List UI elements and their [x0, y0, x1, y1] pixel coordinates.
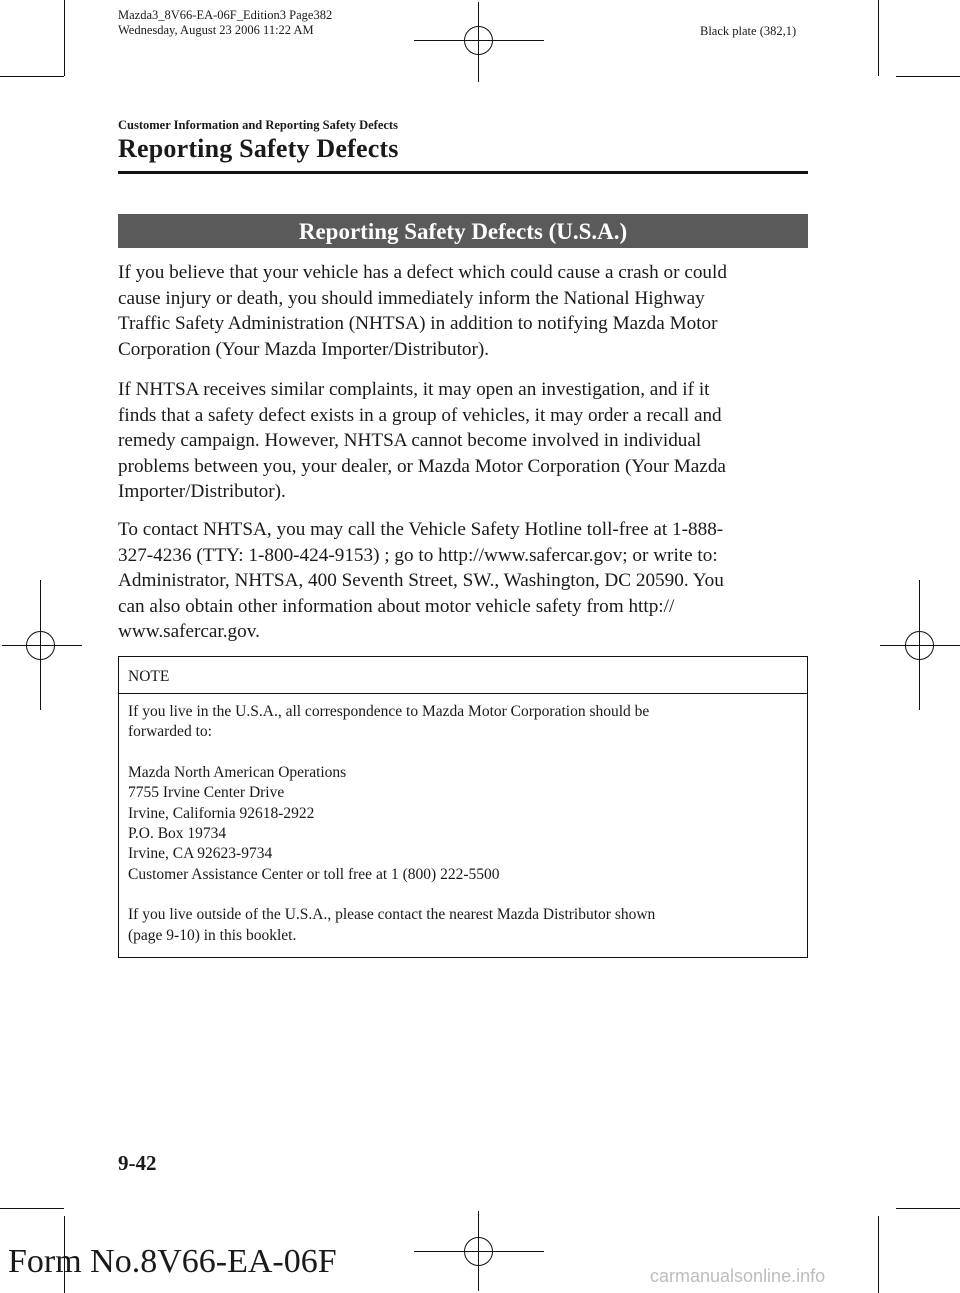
text-line: To contact NHTSA, you may call the Vehicle Safety Hotline toll-free at 1-888-: [118, 519, 724, 540]
text-line: problems between you, your dealer, or Mazda Motor Corporation (Your Mazda: [118, 455, 726, 477]
note-line: forwarded to:: [128, 723, 212, 741]
text-line: Administrator, NHTSA, 400 Seventh Street, SW., Washington, DC 20590. You: [118, 570, 724, 592]
crop-mark: [64, 0, 65, 76]
page-title: Reporting Safety Defects: [118, 134, 399, 163]
text-line: If NHTSA receives similar complaints, it may open an investigation, and if it: [118, 379, 710, 400]
form-number: Form No.8V66-EA-06F: [8, 1243, 337, 1280]
paragraph-investigation: [118, 377, 813, 505]
text-line: can also obtain other information about motor vehicle safety from http://: [118, 595, 675, 617]
crop-mark: [0, 1208, 64, 1209]
text-line: Traffic Safety Administration (NHTSA) in addition to notifying Mazda Motor: [118, 313, 718, 335]
text-line: finds that a safety defect exists in a group of vehicles, it may order a recall and: [118, 404, 722, 426]
text-line: If you believe that your vehicle has a defect which could cause a crash or could: [118, 262, 727, 283]
section-banner: Reporting Safety Defects (U.S.A.): [118, 214, 808, 248]
text-line: www.safercar.gov.: [118, 621, 260, 643]
address-line: Irvine, California 92618-2922: [128, 804, 315, 822]
plate-label: Black plate (382,1): [700, 24, 797, 38]
address-line: Mazda North American Operations: [128, 763, 347, 781]
address-line: Customer Assistance Center or toll free at 1 (800) 222-5500: [128, 865, 500, 883]
paragraph-contact: [118, 517, 813, 645]
note-line: If you live in the U.S.A., all correspondence to Mazda Motor Corporation should be: [128, 703, 650, 720]
watermark: carmanualsonline.info: [650, 1266, 826, 1286]
print-info: [118, 8, 332, 38]
note-line: (page 9-10) in this booklet.: [128, 926, 297, 944]
title-rule: [118, 171, 808, 174]
crop-mark: [896, 1208, 960, 1209]
text-line: Corporation (Your Mazda Importer/Distributor).: [118, 338, 490, 360]
print-info-file: Mazda3_8V66-EA-06F_Edition3 Page382: [118, 8, 333, 22]
crop-mark: [878, 1216, 879, 1293]
text-line: cause injury or death, you should immediately inform the National Highway: [118, 287, 705, 309]
address-line: Irvine, CA 92623-9734: [128, 845, 273, 863]
crop-mark: [0, 76, 64, 77]
address-line: 7755 Irvine Center Drive: [128, 784, 285, 802]
crop-mark: [878, 0, 879, 76]
crop-mark: [896, 76, 960, 77]
note-box: [118, 656, 808, 958]
page-number: 9-42: [118, 1151, 157, 1175]
text-line: remedy campaign. However, NHTSA cannot become involved in individual: [118, 430, 702, 452]
text-line: Importer/Distributor).: [118, 481, 286, 503]
address-line: P.O. Box 19734: [128, 825, 227, 843]
note-body: [119, 694, 807, 946]
paragraph-report-defect: [118, 260, 813, 362]
print-info-date: Wednesday, August 23 2006 11:22 AM: [118, 23, 314, 37]
text-line: 327-4236 (TTY: 1-800-424-9153) ; go to http://www.safercar.gov; or write to:: [118, 544, 718, 566]
note-line: If you live outside of the U.S.A., please contact the nearest Mazda Distributor shown: [128, 906, 656, 924]
note-heading: NOTE: [119, 657, 807, 694]
section-label: Customer Information and Reporting Safety Defects: [118, 118, 398, 132]
